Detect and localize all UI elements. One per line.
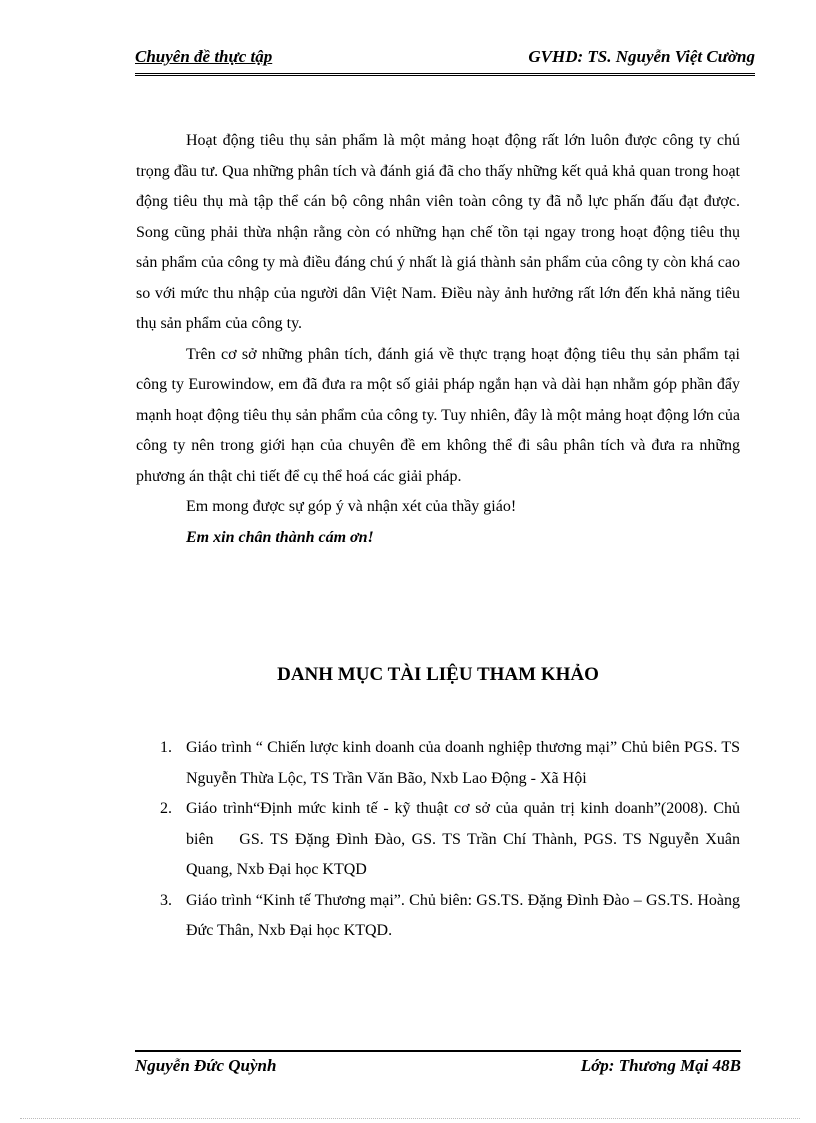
- conclusion-body: [136, 126, 740, 553]
- page-header: [135, 47, 755, 71]
- page-footer: [135, 1056, 741, 1080]
- paragraph: Trên cơ sở những phân tích, đánh giá về thực trạng hoạt động tiêu thụ sản phẩm tại công ty Eurowindow, em đã đưa ra một số giải pháp ngắn hạn và dài hạn nhằm góp phần đẩy mạnh hoạt động tiêu thụ sản phẩm của công ty. Tuy nhiên, đây là một mảng hoạt động lớn của công ty nên trong giới hạn của chuyên đề em không thể đi sâu phân tích và đưa ra những phương án thật chi tiết để cụ thể hoá các giải pháp.: [136, 345, 740, 485]
- header-divider: [135, 73, 755, 76]
- footer-class: Lớp: Thương Mại 48B: [580, 1056, 741, 1075]
- references-heading: DANH MỤC TÀI LIỆU THAM KHẢO: [277, 664, 599, 685]
- reference-number: 1.: [160, 739, 172, 756]
- header-supervisor: GVHD: TS. Nguyễn Việt Cường: [528, 47, 755, 66]
- reference-item: [136, 733, 740, 794]
- footer-author: Nguyễn Đức Quỳnh: [135, 1056, 277, 1075]
- reference-text: Giáo trình “ Chiến lược kinh doanh của doanh nghiệp thương mại” Chủ biên PGS. TS Nguyễn Thừa Lộc, TS Trần Văn Bão, Nxb Lao Động - Xã Hội: [186, 739, 740, 787]
- reference-number: 2.: [160, 800, 172, 817]
- paragraph: Em mong được sự góp ý và nhận xét của thầy giáo!: [186, 498, 517, 515]
- reference-text: Giáo trình “Kinh tế Thương mại”. Chủ biên: GS.TS. Đặng Đình Đào – GS.TS. Hoàng Đức Thân, Nxb Đại học KTQD.: [186, 891, 740, 939]
- references-list: [136, 733, 744, 947]
- footer-divider: [135, 1050, 741, 1052]
- header-course-title: Chuyên đề thực tập: [135, 47, 273, 66]
- reference-number: 3.: [160, 891, 172, 909]
- paragraph: Hoạt động tiêu thụ sản phẩm là một mảng hoạt động rất lớn luôn được công ty chú trọng đầu tư. Qua những phân tích và đánh giá đã cho thấy những kết quả khả quan trong hoạt động tiêu thụ mà tập thể cán bộ công nhân viên toàn công ty đã nỗ lực phấn đấu đạt được. Song cũng phải thừa nhận rằng còn có những hạn chế tồn tại ngay trong hoạt động tiêu thụ sản phẩm của công ty mà điều đáng chú ý nhất là giá thành sản phẩm của công ty còn khá cao so với mức thu nhập của người dân Việt Nam. Điều này ảnh hưởng rất lớn đến khả năng tiêu thụ sản phẩm của công ty.: [136, 132, 740, 332]
- reference-item: [136, 794, 744, 886]
- thanks-line: Em xin chân thành cám ơn!: [186, 528, 374, 546]
- page-edge-dots: [20, 1118, 800, 1119]
- reference-text: Giáo trình“Định mức kinh tế - kỹ thuật cơ sở của quản trị kinh doanh”(2008). Chủ biên GS. TS Đặng Đình Đào, GS. TS Trần Chí Thành, PGS. TS Nguyễn Xuân Quang, Nxb Đại học KTQD: [186, 800, 744, 878]
- reference-item: [136, 886, 740, 947]
